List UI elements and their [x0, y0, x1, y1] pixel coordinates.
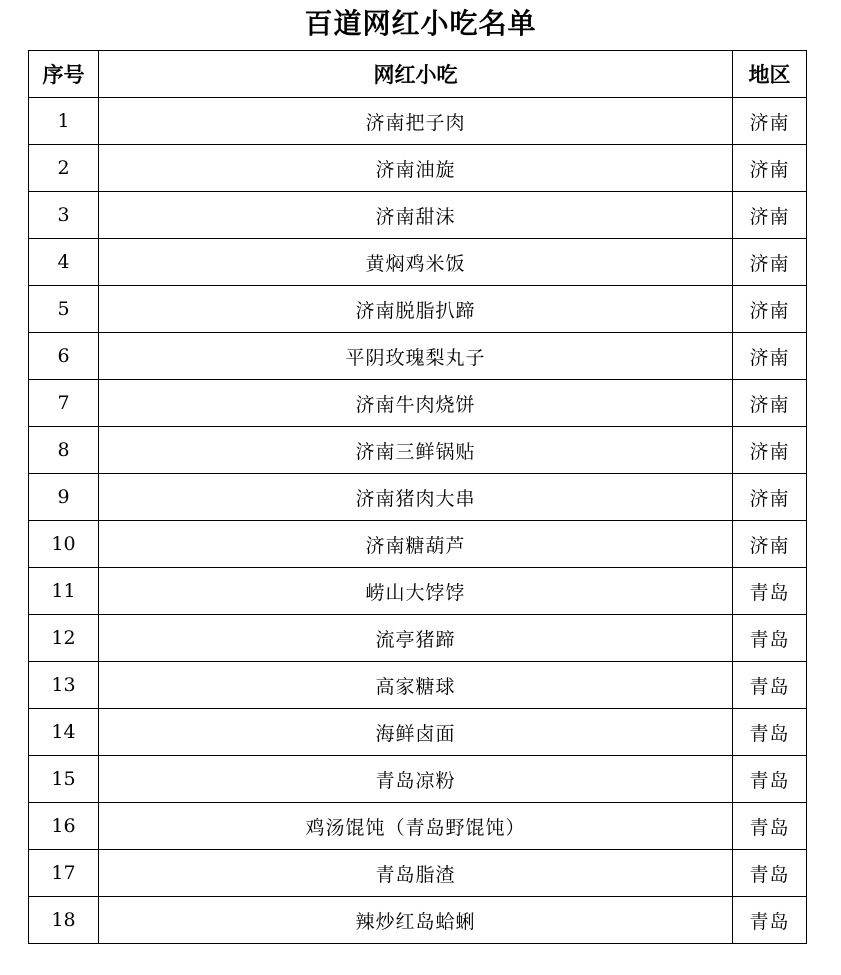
region-cell: 青岛 — [733, 662, 807, 709]
region-cell: 青岛 — [733, 850, 807, 897]
snack-name-cell: 流亭猪蹄 — [99, 615, 733, 662]
snack-name-cell: 崂山大饽饽 — [99, 568, 733, 615]
column-header-region: 地区 — [733, 51, 807, 98]
table-row — [29, 521, 807, 568]
table-row — [29, 568, 807, 615]
index-cell: 5 — [29, 286, 99, 333]
table-row — [29, 615, 807, 662]
index-cell: 14 — [29, 709, 99, 756]
table-row — [29, 803, 807, 850]
table-row — [29, 850, 807, 897]
index-cell: 1 — [29, 98, 99, 145]
index-cell: 9 — [29, 474, 99, 521]
snack-name-cell: 济南油旋 — [99, 145, 733, 192]
region-cell: 青岛 — [733, 709, 807, 756]
index-cell: 16 — [29, 803, 99, 850]
snack-name-cell: 济南把子肉 — [99, 98, 733, 145]
snack-name-cell: 平阴玫瑰梨丸子 — [99, 333, 733, 380]
region-cell: 济南 — [733, 286, 807, 333]
table-row — [29, 474, 807, 521]
column-header-snack: 网红小吃 — [99, 51, 733, 98]
snack-list-table — [28, 50, 807, 944]
index-cell: 17 — [29, 850, 99, 897]
snack-name-cell: 济南三鲜锅贴 — [99, 427, 733, 474]
table-row — [29, 427, 807, 474]
index-cell: 6 — [29, 333, 99, 380]
region-cell: 青岛 — [733, 756, 807, 803]
snack-name-cell: 青岛凉粉 — [99, 756, 733, 803]
index-cell: 18 — [29, 897, 99, 944]
snack-name-cell: 济南脱脂扒蹄 — [99, 286, 733, 333]
table-row — [29, 897, 807, 944]
region-cell: 济南 — [733, 427, 807, 474]
table-row — [29, 239, 807, 286]
region-cell: 济南 — [733, 333, 807, 380]
table-row — [29, 709, 807, 756]
index-cell: 15 — [29, 756, 99, 803]
snack-name-cell: 济南猪肉大串 — [99, 474, 733, 521]
snack-name-cell: 青岛脂渣 — [99, 850, 733, 897]
region-cell: 青岛 — [733, 615, 807, 662]
page-title: 百道网红小吃名单 — [304, 7, 537, 40]
region-cell: 济南 — [733, 98, 807, 145]
snack-name-cell: 辣炒红岛蛤蜊 — [99, 897, 733, 944]
index-cell: 2 — [29, 145, 99, 192]
table-header-row — [29, 51, 807, 98]
region-cell: 青岛 — [733, 803, 807, 850]
region-cell: 济南 — [733, 521, 807, 568]
table-row — [29, 286, 807, 333]
index-cell: 8 — [29, 427, 99, 474]
index-cell: 7 — [29, 380, 99, 427]
index-cell: 10 — [29, 521, 99, 568]
snack-name-cell: 黄焖鸡米饭 — [99, 239, 733, 286]
table-row — [29, 98, 807, 145]
snack-name-cell: 济南甜沫 — [99, 192, 733, 239]
table-row — [29, 192, 807, 239]
index-cell: 4 — [29, 239, 99, 286]
index-cell: 3 — [29, 192, 99, 239]
index-cell: 11 — [29, 568, 99, 615]
column-header-index: 序号 — [29, 51, 99, 98]
snack-name-cell: 高家糖球 — [99, 662, 733, 709]
table-row — [29, 756, 807, 803]
index-cell: 12 — [29, 615, 99, 662]
region-cell: 济南 — [733, 239, 807, 286]
snack-name-cell: 济南糖葫芦 — [99, 521, 733, 568]
table-row — [29, 333, 807, 380]
region-cell: 济南 — [733, 145, 807, 192]
table-row — [29, 380, 807, 427]
region-cell: 青岛 — [733, 568, 807, 615]
table-row — [29, 662, 807, 709]
region-cell: 济南 — [733, 192, 807, 239]
region-cell: 济南 — [733, 380, 807, 427]
snack-name-cell: 鸡汤馄饨（青岛野馄饨） — [99, 803, 733, 850]
table-row — [29, 145, 807, 192]
snack-name-cell: 海鲜卤面 — [99, 709, 733, 756]
index-cell: 13 — [29, 662, 99, 709]
region-cell: 青岛 — [733, 897, 807, 944]
region-cell: 济南 — [733, 474, 807, 521]
snack-name-cell: 济南牛肉烧饼 — [99, 380, 733, 427]
